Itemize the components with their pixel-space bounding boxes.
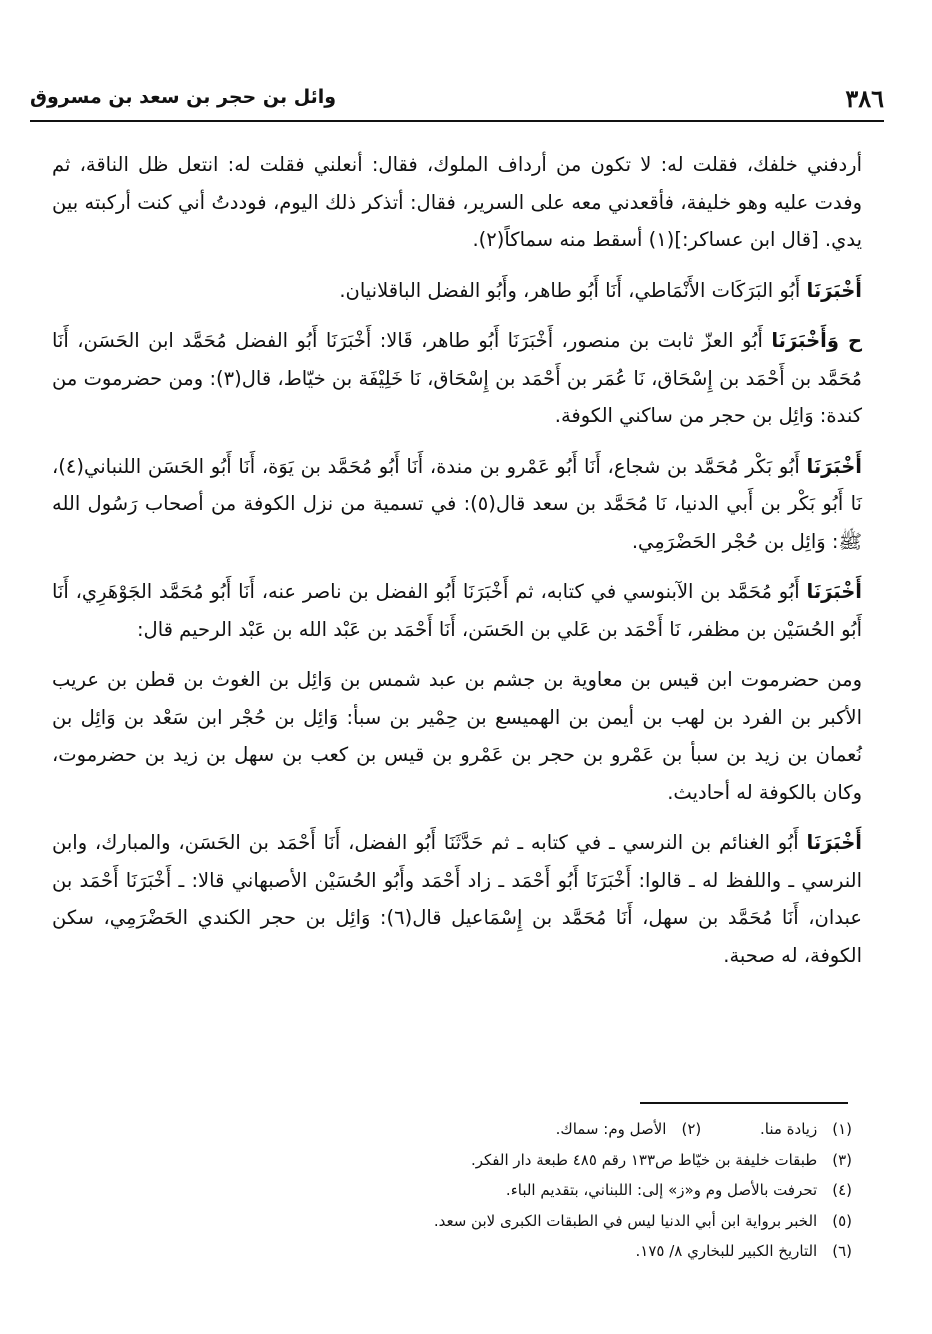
narration-lead: ح وَأَخْبَرَنَا: [771, 329, 862, 352]
paragraph-1: [52, 146, 862, 259]
footnote-number: (٥): [832, 1211, 852, 1230]
paragraph-text: أَبُو بَكْر مُحَمَّد بن شجاع، أَنَا أَبُو عَمْرو بن مندة، أَنَا أَبُو مُحَمَّد بن يَوَة، أَنَا أَبُو الحَسَن اللنباني(٤)، نَا أَبُو بَكْر بن أَبي الدنيا، نَا مُحَمَّد بن سعد قال(٥): في تسمية من نزل الكوفة من أصحاب رَسُول الله ﷺ: وَائِل بن حُجْر الحَضْرَمِي.: [52, 454, 862, 553]
footnote-number: (٢): [681, 1120, 702, 1138]
paragraph-2: [52, 272, 862, 310]
page-number: ٣٨٦: [845, 84, 884, 113]
footnote-6: [200, 1236, 852, 1267]
narration-lead: أَخْبَرَنَا: [806, 580, 862, 603]
paragraph-5: [52, 573, 862, 648]
footnote-text: تحرفت بالأصل وم و«ز» إلى: اللبناني، بتقديم الباء.: [505, 1181, 818, 1199]
footnote-text: الأصل وم: سماك.: [555, 1120, 667, 1138]
paragraph-text: أَبُو العزّ ثابت بن منصور، أَخْبَرَنَا أَبُو طاهر، قَالا: أَخْبَرَنَا أَبُو الفضل مُحَمَّد ابن الحَسَن، أَنَا مُحَمَّد بن أَحْمَد بن إِسْحَاق، نَا عُمَر بن أَحْمَد بن إِسْحَاق، نَا خَلِيْفَة بن خيّاط، قال(٣): ومن حضرموت من كندة: وَائِل بن حجر من ساكني الكوفة.: [52, 329, 862, 427]
footnote-2: [556, 1114, 702, 1145]
footnote-number: (٣): [832, 1150, 852, 1169]
narration-lead: أَخْبَرَنَا: [806, 831, 862, 854]
paragraph-text: أَبُو الغنائم بن النرسي ـ في كتابه ـ ثم حَدَّثَنَا أَبُو الفضل، أَنَا أَحْمَد بن الحَسَن، والمبارك، وابن النرسي ـ واللفظ له ـ قالوا: أَخْبَرَنَا أَبُو أَحْمَد ـ زاد أَحْمَد وأَبُو الحُسَيْن الأصبهاني قالا: ـ أَخْبَرَنَا أَحْمَد بن عبدان، أَنَا مُحَمَّد بن سهل، أَنَا مُحَمَّد بن إِسْمَاعيل قال(٦): وَائِل بن حجر الكندي الحَضْرَمِي، سكن الكوفة، له صحبة.: [52, 831, 862, 967]
footnote-number: (١): [832, 1120, 852, 1138]
footnote-text: طبقات خليفة بن خيّاط ص١٣٣ رقم ٤٨٥ طبعة دار الفكر.: [470, 1150, 818, 1169]
page-header: [30, 84, 884, 120]
footnote-separator: [640, 1102, 848, 1104]
footnote-4: [200, 1175, 852, 1206]
paragraph-text: ومن حضرموت ابن قيس بن معاوية بن جشم بن عبد شمس بن وَائِل بن الغوث بن قطن بن عريب الأكبر بن الفرد بن لهب بن أيمن بن الهميسع بن حِمْير بن سبأ: وَائِل بن حُجْر ابن سَعْد بن وَائِل بن نُعمان بن زيد بن سبأ بن عَمْرو بن حجر بن عَمْرو بن قيس بن كعب بن سهل بن زيد بن حضرموت، وكان بالكوفة له أحاديث.: [52, 668, 862, 804]
footnote-3: [200, 1145, 852, 1176]
running-head: وائل بن حجر بن سعد بن مسروق: [30, 86, 337, 108]
footnote-row: [200, 1114, 852, 1145]
paragraph-text: أَبُو البَرَكَات الأَنْمَاطي، أَنَا أَبُو طاهر، وأَبُو الفضل الباقلانيان.: [339, 278, 807, 302]
footnote-text: التاريخ الكبير للبخاري ٨/ ١٧٥.: [635, 1242, 818, 1260]
footnote-1: [760, 1114, 852, 1145]
paragraph-4: [52, 448, 862, 561]
paragraph-7: [52, 824, 862, 974]
paragraph-6: [52, 661, 862, 811]
footnote-5: [200, 1206, 852, 1237]
narration-lead: أَخْبَرَنَا: [806, 278, 862, 302]
paragraph-text: أَبُو مُحَمَّد بن الآبنوسي في كتابه، ثم أَخْبَرَنَا أَبُو الفضل بن ناصر عنه، أَنَا أَبُو مُحَمَّد الجَوْهَرِي، أَنَا أَبُو الحُسَيْن بن مظفر، نَا أَحْمَد بن عَلي بن الحَسَن، أَنَا أَحْمَد بن عَبْد الله بن عَبْد الرحيم قال:: [52, 580, 862, 641]
main-text: [52, 146, 862, 984]
footnote-text: الخبر برواية ابن أبي الدنيا ليس في الطبقات الكبرى لابن سعد.: [433, 1211, 818, 1230]
header-rule: [30, 120, 884, 122]
footnotes: [200, 1114, 852, 1267]
footnote-text: زيادة منا.: [760, 1120, 818, 1138]
footnote-number: (٦): [832, 1242, 852, 1260]
paragraph-text: أردفني خلفك، فقلت له: لا تكون من أرداف الملوك، فقال: أنعلني فقلت له: انتعل ظل الناقة، ثم وفدت عليه وهو خليفة، فأقعدني معه على السرير، فقال: أتذكر ذلك اليوم، فوددتُ أني كنت أركبته بين يدي. [قال ابن عساكر:](١) أسقط منه سماكاً(٢).: [52, 153, 862, 251]
footnote-number: (٤): [832, 1181, 852, 1199]
narration-lead: أَخْبَرَنَا: [806, 454, 862, 478]
paragraph-3: [52, 322, 862, 435]
